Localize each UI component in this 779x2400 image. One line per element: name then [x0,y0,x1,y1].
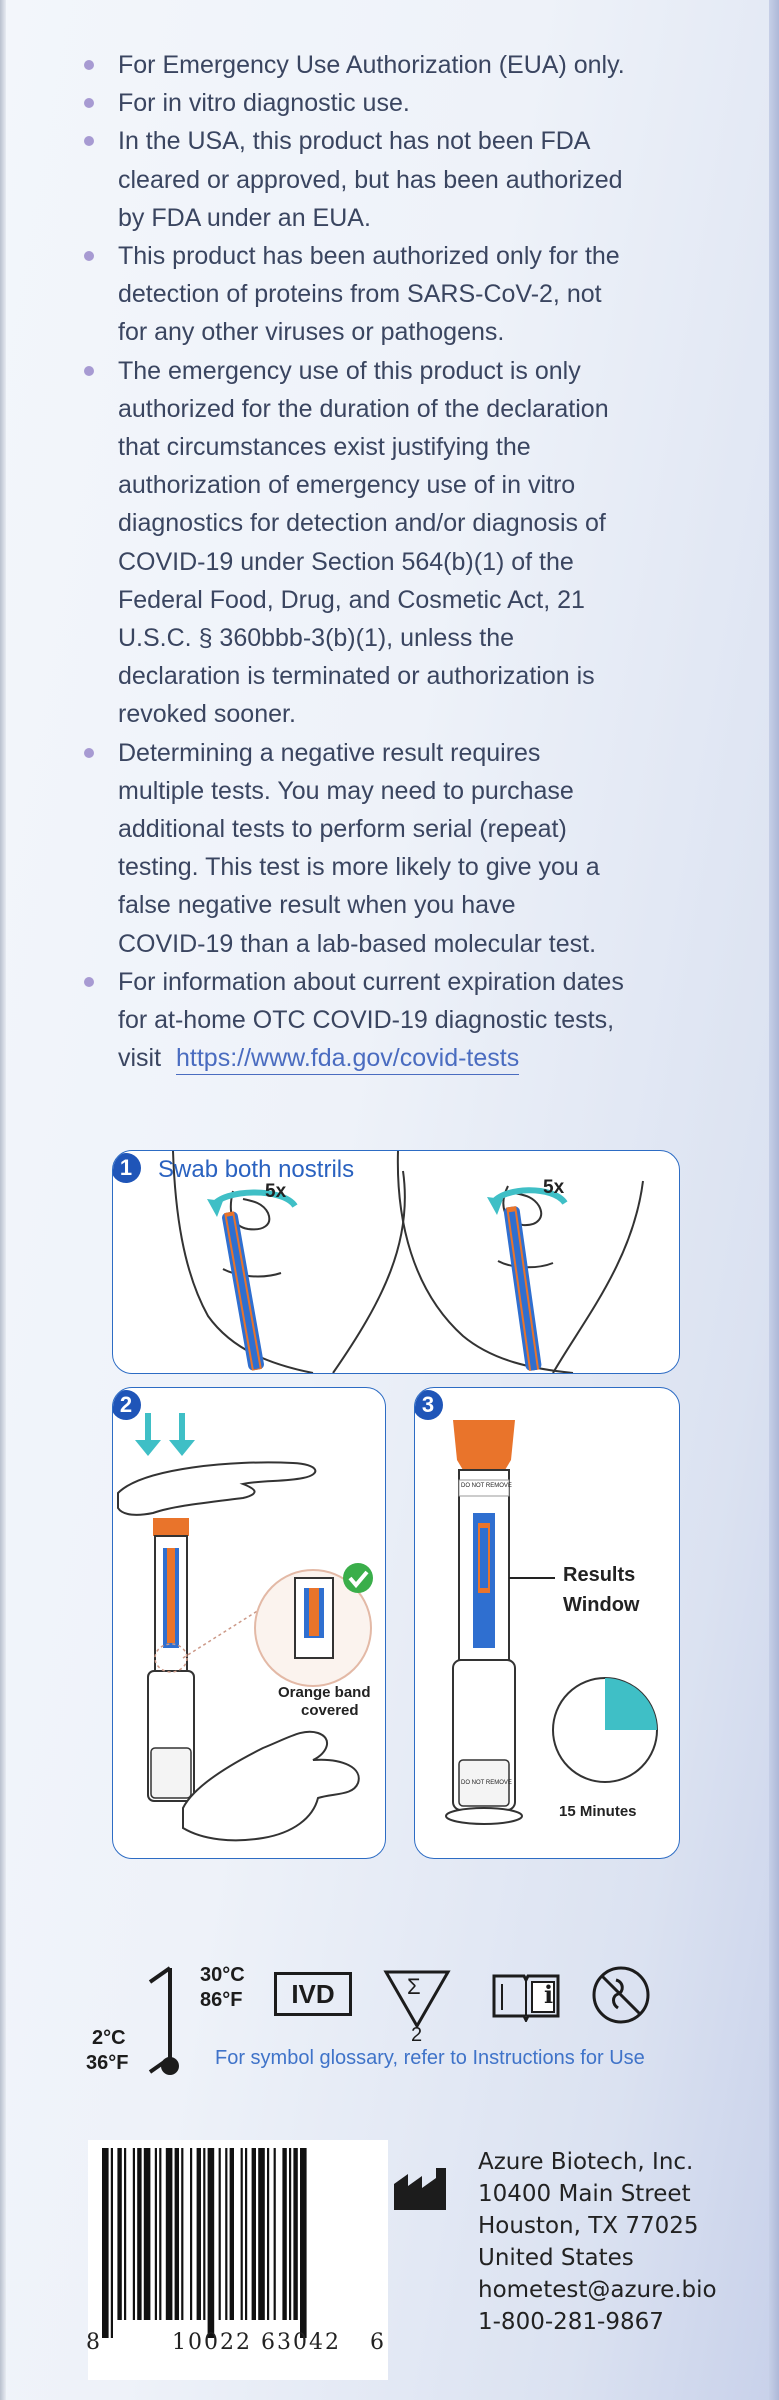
bullet-line: that circumstances exist justifying the [118,433,531,462]
bullet-line: detection of proteins from SARS-CoV-2, not [118,280,602,309]
bullet-line: false negative result when you have [118,891,516,920]
bullet-line: COVID-19 under Section 564(b)(1) of the [118,547,574,576]
bullet-dot [84,98,94,108]
bullet-line: U.S.C. § 360bbb-3(b)(1), unless the [118,624,515,653]
bullet-line: diagnostics for detection and/or diagnosis of [118,509,606,538]
barcode-bar [159,2148,161,2320]
info-symbol: i [544,1980,554,2009]
bullet-item [74,963,714,1078]
bullet-line: For Emergency Use Authorization (EUA) only. [118,51,625,79]
bullet-line: authorization of emergency use of in vitro [118,471,576,500]
bullet-item [74,122,714,237]
ivd-label: IVD [291,1979,335,2009]
step1-count-left: 5x [265,1181,287,1202]
temp-high-f: 86°F [200,1989,243,2011]
tube-base-foot [446,1808,522,1824]
symbol-glossary-note: For symbol glossary, refer to Instructions for Use [215,2047,645,2069]
step1-number-badge: 1 [112,1153,141,1183]
bullet-line: For in vitro diagnostic use. [118,89,410,118]
press-arrows [135,1413,195,1456]
step3-panel [414,1387,680,1859]
barcode-bar [293,2148,297,2320]
bullet-line: For information about current expiration dates [118,967,624,996]
barcode-bar [300,2148,307,2338]
barcode-bar [252,2148,256,2320]
step2-callout-line1: Orange band [278,1684,371,1701]
barcode-bar [190,2148,192,2320]
results-window-core [480,1528,488,1588]
bullet-line: cleared or approved, but has been authorized [118,165,623,194]
barcode-bar [203,2148,205,2320]
barcode-bar [282,2148,286,2320]
bullet-dot [84,60,94,70]
tube-cap [453,1420,515,1470]
barcode-bar [274,2148,276,2320]
thermometer-icon [148,1960,188,2080]
manufacturer-phone[interactable]: 1-800-281-9867 [478,2309,664,2335]
barcode-middle-digits: 10022 63042 [172,2330,341,2355]
sigma-symbol: Σ [407,1974,421,1999]
manufacturer-country: United States [478,2245,634,2271]
zoom-swab-orange [309,1588,319,1636]
barcode-bar [124,2148,126,2320]
fda-link[interactable]: https://www.fda.gov/covid-tests [176,1044,519,1075]
bullet-line: Federal Food, Drug, and Cosmetic Act, 21 [118,585,585,614]
bullet-line: for any other viruses or pathogens. [118,318,505,347]
barcode-bar [137,2148,141,2320]
bullet-item [74,352,714,734]
bullet-line: Determining a negative result requires [118,738,541,767]
step1-title: Swab both nostrils [158,1156,355,1183]
ivd-icon [274,1972,352,2016]
step2-panel [112,1387,386,1859]
timer-label: 15 Minutes [559,1803,637,1820]
bullet-line: In the USA, this product has not been FDA [118,127,591,156]
temp-low-f: 36°F [86,2052,129,2074]
bullet-line: declaration is terminated or authorization is [118,662,595,691]
barcode-bar [133,2148,135,2320]
barcode-bar [267,2148,269,2320]
barcode-bars [102,2148,372,2338]
barcode-bar [111,2148,113,2338]
barcode-bar [197,2148,201,2320]
tube-label-top: DO NOT REMOVE [461,1483,512,1489]
bullet-line: additional tests to perform serial (repeat) [118,815,567,844]
step3-number-badge: 3 [414,1390,443,1420]
barcode-bar [289,2148,291,2320]
results-window-label-line1: Results [563,1564,636,1586]
do-not-reuse-icon [590,1964,652,2026]
bullet-line: by FDA under an EUA. [118,203,371,232]
bullet-item [74,84,714,122]
tube-cap [153,1518,189,1536]
barcode-right-digit: 6 [370,2330,386,2355]
warning-bullet-list [74,46,714,1077]
bullet-line: multiple tests. You may need to purchase [118,776,574,805]
manufacturer-icon [392,2166,450,2212]
timer-chart [545,1670,665,1790]
barcode-left-digit: 8 [86,2330,102,2355]
package-left-edge [0,0,6,2400]
barcode-bar [102,2148,109,2338]
step2-callout-line2: covered [301,1702,359,1719]
barcode-bar [117,2148,121,2320]
manufacturer-email[interactable]: hometest@azure.bio [478,2277,717,2303]
barcode-bar [219,2148,221,2320]
bullet-item [74,237,714,352]
step2-number-badge: 2 [112,1390,141,1420]
visit-text: visit [118,1044,162,1073]
barcode-bar [241,2148,243,2320]
bullet-line: revoked sooner. [118,700,296,729]
barcode-bar [230,2148,234,2320]
top-hand [118,1462,315,1514]
bullet-item [74,46,714,84]
barcode-bar [258,2148,265,2320]
tube-swab-orange [167,1548,175,1643]
bullet-dot [84,366,94,376]
swab-right [503,1206,542,1372]
barcode-bar [166,2148,173,2320]
bullet-dot [84,251,94,261]
manufacturer-name: Azure Biotech, Inc. [478,2149,694,2175]
sigma-count: 2 [411,2024,423,2046]
bullet-line: The emergency use of this product is only [118,356,581,385]
barcode-bar [175,2148,179,2320]
bullet-line: testing. This test is more likely to give you a [118,853,600,882]
tube-base-lower [151,1748,191,1798]
bullet-line: authorized for the duration of the declaration [118,394,609,423]
rotate-arrowhead-right [487,1197,503,1215]
manufacturer-street: 10400 Main Street [478,2181,691,2207]
temp-high-c: 30°C [200,1964,245,1986]
rotate-arrowhead-left [207,1199,223,1217]
tube-label-bottom: DO NOT REMOVE [461,1780,512,1786]
step2-illustration [113,1388,385,1858]
bullet-dot [84,977,94,987]
barcode-bar [155,2148,157,2320]
bullet-line-link [118,1039,714,1077]
bullet-dot [84,136,94,146]
step1-illustration [113,1151,679,1373]
step1-panel [112,1150,680,1374]
manufacturer-city: Houston, TX 77025 [478,2213,699,2239]
chin-left-outline [333,1171,405,1373]
package-right-edge [769,0,779,2400]
bullet-line: This product has been authorized only for the [118,242,620,271]
holding-hand [183,1732,359,1841]
bullet-line: COVID-19 than a lab-based molecular test. [118,929,597,958]
barcode-bar [181,2148,183,2320]
step1-count-right: 5x [543,1177,565,1198]
barcode-bar [144,2148,151,2320]
bullet-item [74,734,714,963]
bullet-dot [84,748,94,758]
barcode-bar [245,2148,247,2320]
manufacturer-address [478,2146,717,2338]
barcode-bar [225,2148,227,2320]
results-window-label-line2: Window [563,1594,640,1616]
bullet-line: for at-home OTC COVID-19 diagnostic tests, [118,1006,615,1035]
barcode-bar [208,2148,215,2338]
temp-low-c: 2°C [92,2027,126,2049]
check-badge [343,1563,373,1593]
chin-right-outline [553,1181,643,1373]
timer-elapsed-wedge [605,1678,657,1730]
